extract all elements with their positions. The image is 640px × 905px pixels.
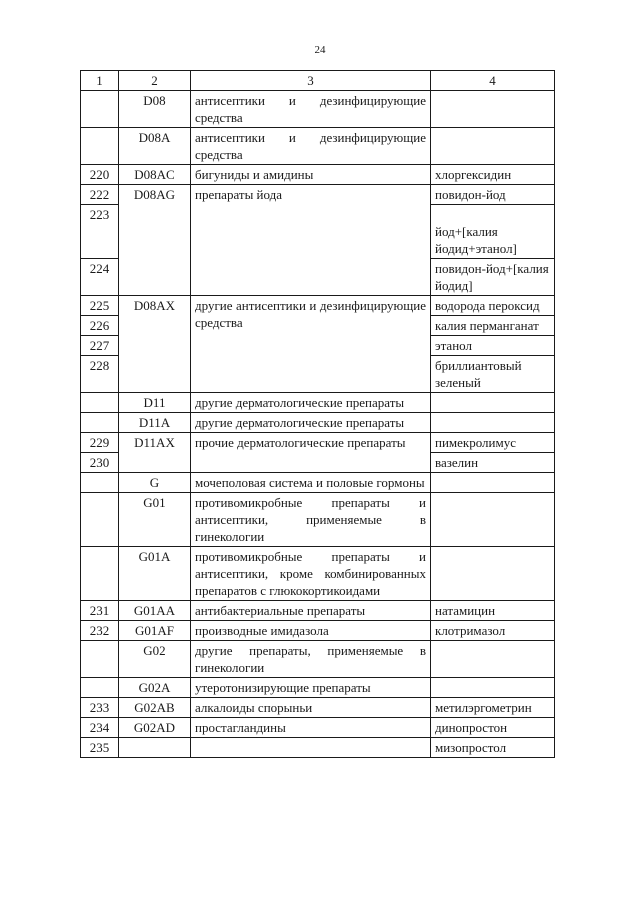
row-number: 230 (81, 453, 119, 473)
group-name: простагландины (191, 718, 431, 738)
drug-name: вазелин (431, 453, 555, 473)
table-row (81, 91, 555, 128)
atc-code: D08A (119, 128, 191, 165)
table-row (81, 678, 555, 698)
row-number: 223 (81, 205, 119, 259)
table-row (81, 718, 555, 738)
row-number: 233 (81, 698, 119, 718)
drug-name (431, 473, 555, 493)
table-row (81, 641, 555, 678)
drug-name: повидон-йод+[калия йодид] (431, 259, 555, 296)
group-name: мочеполовая система и половые гормоны (191, 473, 431, 493)
table-row (81, 413, 555, 433)
table-row (81, 433, 555, 453)
group-name: антибактериальные препараты (191, 601, 431, 621)
row-number (81, 678, 119, 698)
drug-name (431, 641, 555, 678)
drug-name: метилэргометрин (431, 698, 555, 718)
row-number: 225 (81, 296, 119, 316)
drug-name: повидон-йод (431, 185, 555, 205)
table-row (81, 165, 555, 185)
row-number (81, 393, 119, 413)
drug-name: клотримазол (431, 621, 555, 641)
row-number: 232 (81, 621, 119, 641)
drug-name (431, 547, 555, 601)
atc-code: G01A (119, 547, 191, 601)
drug-name (431, 678, 555, 698)
group-name: прочие дерматологические препараты (191, 433, 431, 473)
group-name: другие дерматологические препараты (191, 413, 431, 433)
medicines-table (80, 70, 555, 758)
atc-code: G02AD (119, 718, 191, 738)
group-name: противомикробные препараты и антисептики, кроме комбинированных препаратов с глюкокортикоидами (191, 547, 431, 601)
table-row (81, 393, 555, 413)
group-name: другие дерматологические препараты (191, 393, 431, 413)
row-number (81, 128, 119, 165)
group-name: противомикробные препараты и антисептики, применяемые в гинекологии (191, 493, 431, 547)
table-row (81, 601, 555, 621)
table-row (81, 493, 555, 547)
atc-code: G01AF (119, 621, 191, 641)
atc-code: G (119, 473, 191, 493)
table-row (81, 621, 555, 641)
group-name: препараты йода (191, 185, 431, 296)
atc-code: D11 (119, 393, 191, 413)
group-name: другие препараты, применяемые в гинекологии (191, 641, 431, 678)
group-name: производные имидазола (191, 621, 431, 641)
group-name: антисептики и дезинфицирующие средства (191, 128, 431, 165)
header-cell-3: 3 (191, 71, 431, 91)
drug-name: йод+[калия йодид+этанол] (431, 205, 555, 259)
atc-code: G01AA (119, 601, 191, 621)
drug-name: хлоргексидин (431, 165, 555, 185)
drug-name (431, 91, 555, 128)
row-number: 227 (81, 336, 119, 356)
row-number (81, 493, 119, 547)
row-number: 220 (81, 165, 119, 185)
drug-name: этанол (431, 336, 555, 356)
header-cell-2: 2 (119, 71, 191, 91)
drug-name (431, 413, 555, 433)
row-number: 231 (81, 601, 119, 621)
drug-name (431, 493, 555, 547)
row-number (81, 413, 119, 433)
table-row (81, 473, 555, 493)
table-row (81, 296, 555, 316)
drug-name: калия перманганат (431, 316, 555, 336)
page-number: 24 (314, 44, 326, 56)
table-row (81, 698, 555, 718)
drug-name: бриллиантовый зеленый (431, 356, 555, 393)
header-cell-1: 1 (81, 71, 119, 91)
table-row (81, 185, 555, 205)
atc-code: G02AB (119, 698, 191, 718)
row-number (81, 91, 119, 128)
row-number: 234 (81, 718, 119, 738)
drug-name: водорода пероксид (431, 296, 555, 316)
drug-name: динопростон (431, 718, 555, 738)
atc-code: D08AX (119, 296, 191, 393)
atc-code: D08AC (119, 165, 191, 185)
drug-name: мизопростол (431, 738, 555, 758)
atc-code: D08 (119, 91, 191, 128)
row-number: 235 (81, 738, 119, 758)
group-name: утеротонизирующие препараты (191, 678, 431, 698)
drug-name: натамицин (431, 601, 555, 621)
row-number: 228 (81, 356, 119, 393)
row-number (81, 473, 119, 493)
row-number: 229 (81, 433, 119, 453)
group-name: другие антисептики и дезинфицирующие средства (191, 296, 431, 393)
atc-code: G02 (119, 641, 191, 678)
drug-name (431, 128, 555, 165)
atc-code (119, 738, 191, 758)
row-number: 222 (81, 185, 119, 205)
row-number (81, 547, 119, 601)
atc-code: D11A (119, 413, 191, 433)
atc-code: G02A (119, 678, 191, 698)
group-name: бигуниды и амидины (191, 165, 431, 185)
row-number (81, 641, 119, 678)
group-name (191, 738, 431, 758)
header-cell-4: 4 (431, 71, 555, 91)
atc-code: D08AG (119, 185, 191, 296)
group-name: антисептики и дезинфицирующие средства (191, 91, 431, 128)
drug-name: пимекролимус (431, 433, 555, 453)
row-number: 226 (81, 316, 119, 336)
atc-code: D11AX (119, 433, 191, 473)
drug-name (431, 393, 555, 413)
table-row (81, 547, 555, 601)
group-name: алкалоиды спорыньи (191, 698, 431, 718)
atc-code: G01 (119, 493, 191, 547)
header-row (81, 71, 555, 91)
row-number: 224 (81, 259, 119, 296)
table-row (81, 128, 555, 165)
table-row (81, 738, 555, 758)
